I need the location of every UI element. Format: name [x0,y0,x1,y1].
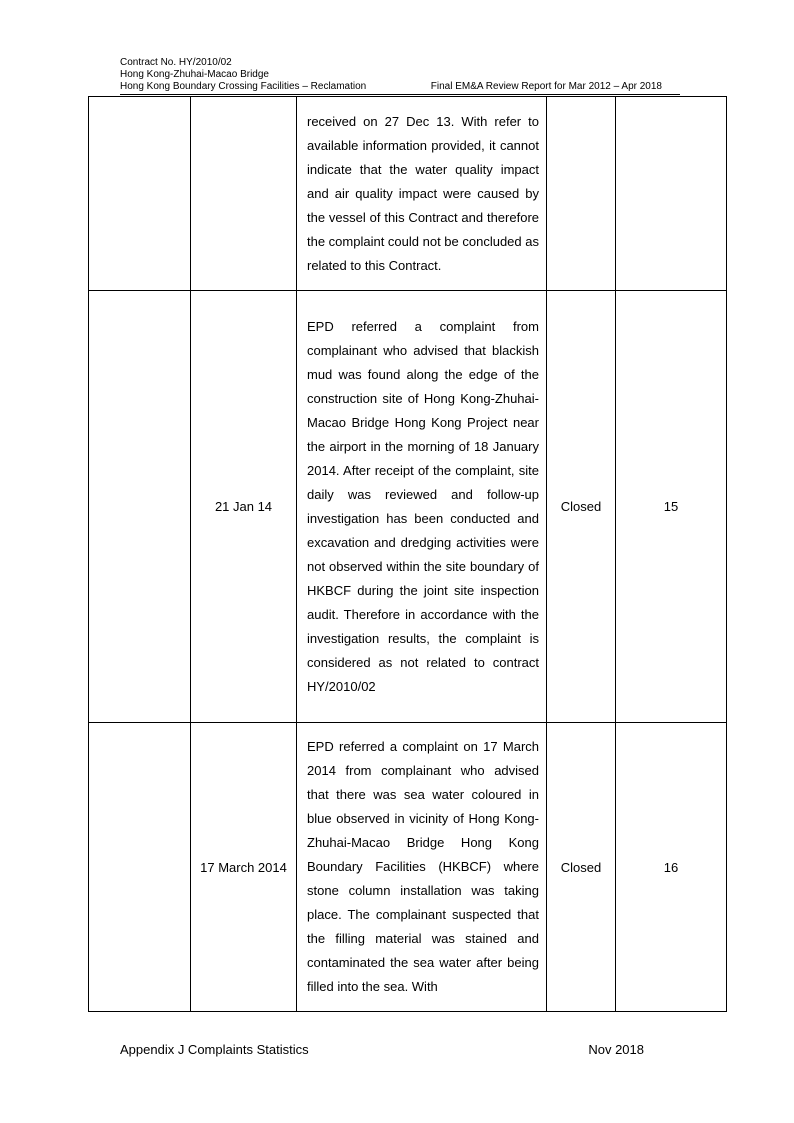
complaints-table [88,96,727,1012]
footer-date: Nov 2018 [588,1042,644,1057]
report-title: Final EM&A Review Report for Mar 2012 – Apr 2018 [430,81,662,92]
table-cell-description [297,97,547,291]
table-cell-status: Closed [547,723,616,1012]
table-row [89,723,727,1012]
table-cell-status: Closed [547,291,616,723]
table-cell-date: 21 Jan 14 [191,291,297,723]
table-row [89,291,727,723]
table-cell-number [616,97,727,291]
table-cell-description [297,723,547,1012]
table-cell-date: 17 March 2014 [191,723,297,1012]
description-text: EPD referred a complaint on 17 March 2014 from complainant who advised that there was sea water coloured in blue observed in vicinity of Hong Kong-Zhuhai-Macao Bridge Hong Kong Boundary Facilities (HKBCF) where stone column installation was taking place. The complainant suspected that the filling material was stained and contaminated the sea water after being filled into the sea. With [307,739,539,994]
table-row [89,97,727,291]
header-rule [120,94,680,95]
appendix-title: Appendix J Complaints Statistics [120,1042,309,1057]
header-line-3 [120,81,680,93]
table-cell-date [191,97,297,291]
description-text: EPD referred a complaint from complainant who advised that blackish mud was found along the edge of the construction site of Hong Kong-Zhuhai-Macao Bridge Hong Kong Project near the airport in the morning of 18 January 2014. After receipt of the complaint, site daily was reviewed and follow-up investigation has been conducted and excavation and dredging activities were not observed within the site boundary of HKBCF during the joint site inspection audit. Therefore in accordance with the investigation results, the complaint is considered as not related to contract HY/2010/02 [307,318,539,694]
page-footer [120,1042,644,1057]
project-name: Hong Kong-Zhuhai-Macao Bridge [120,69,269,80]
contract-number: Contract No. HY/2010/02 [120,57,232,68]
table-cell-description [297,291,547,723]
facility-name: Hong Kong Boundary Crossing Facilities – Reclamation [120,81,367,92]
page-header [120,57,680,93]
description-text: received on 27 Dec 13. With refer to available information provided, it cannot indicate that the water quality impact and air quality impact were caused by the vessel of this Contract and therefore the complaint could not be concluded as related to this Contract. [307,113,539,273]
table-cell-blank [89,97,191,291]
table-cell-status [547,97,616,291]
table-cell-blank [89,291,191,723]
table-cell-number: 16 [616,723,727,1012]
table-cell-blank [89,723,191,1012]
table-cell-number: 15 [616,291,727,723]
